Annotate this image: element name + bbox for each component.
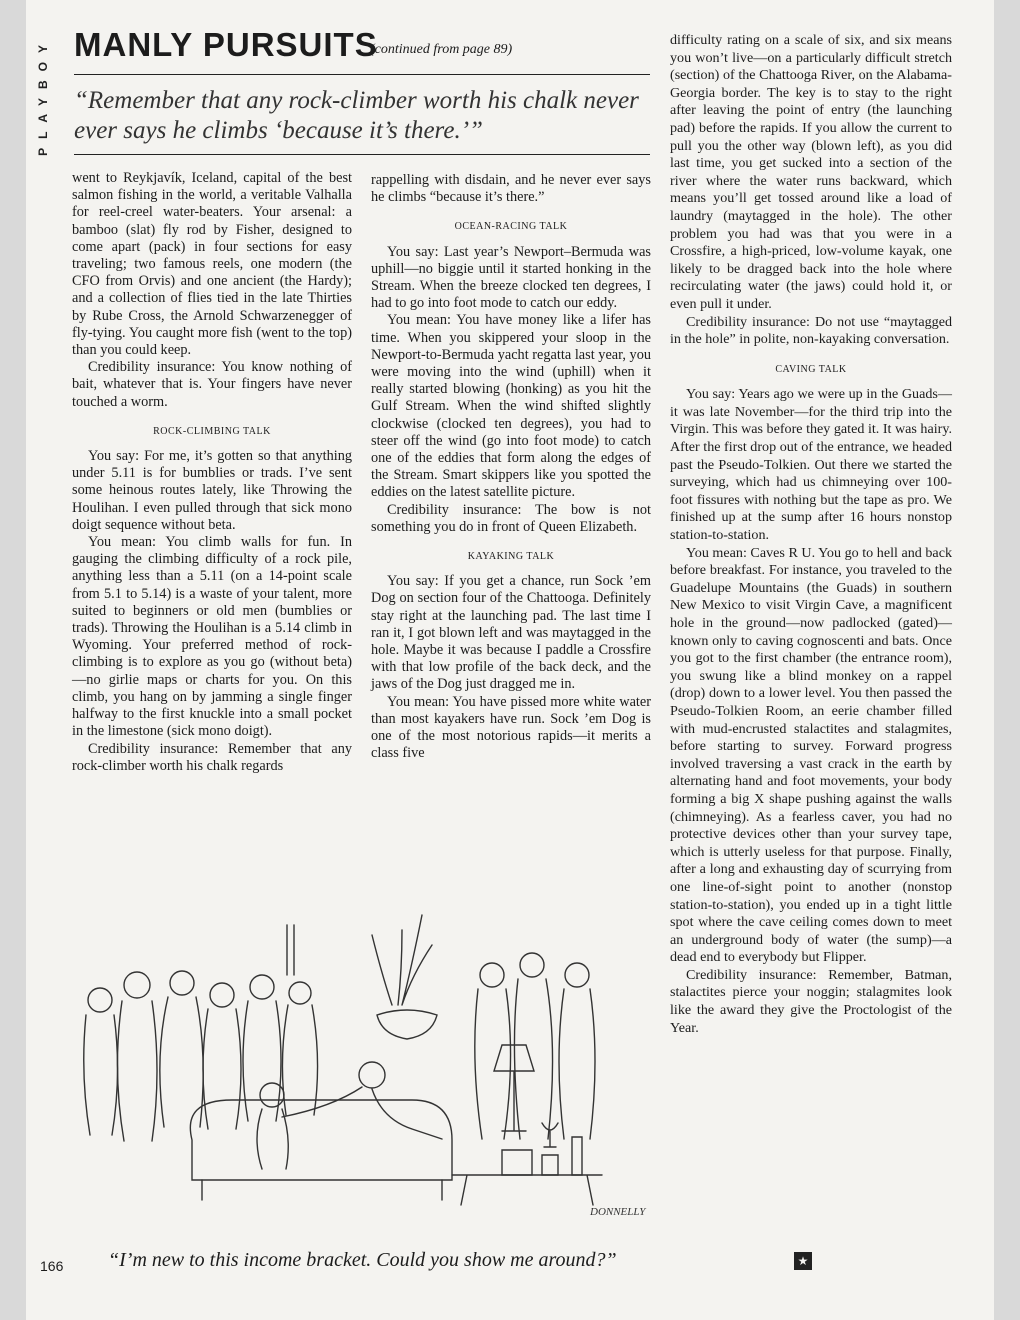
paragraph: difficulty rating on a scale of six, and six means you won’t live—on a particularly difficult stretch (section) of the Chattooga River, on the Alabama-Georgia border. The key is to stay to the right after leaving the point of entry (the launching pad) before the rapids. If you allow the current to pull you the other way (blown left), as you did last time, you get sucked into a section of the river where the water runs backward, which means you’ll get tossed around like a load of laundry (maytagged in the hole). The other problem you had was that you were in a Crossfire, a high-priced, low-volume kayak, one likely to be dragged back into the hole where recirculating water (the jaws) could hold it, or even pull it under. <box>670 32 952 312</box>
cartoon-illustration <box>72 905 654 1235</box>
paragraph: Credibility insurance: The bow is not something you do in front of Queen Elizabeth. <box>371 501 651 535</box>
paragraph: You mean: You have money like a lifer has time. When you skippered your sloop in the Newport-to-Bermuda yacht regatta last year, you were moving into the wind (uphill) when it really started blowing (honking) as you hit the Gulf Stream. When the wind shifted slightly clockwise (clocked ten degrees), you had to steer off the wind (go into foot mode) to catch one of the eddies that form along the edges of the Stream. Smart skippers like you spotted the eddies on the latest satellite picture. <box>371 312 651 501</box>
subheading-ocean-racing: OCEAN-RACING TALK <box>454 221 568 233</box>
subheading-kayaking: KAYAKING TALK <box>467 551 555 563</box>
paragraph: You mean: You climb walls for fun. In gauging the climbing difficulty of a rock pile, anything less than a 5.11 (on a 14-point scale from 5.1 to 5.14) is a waste of your talent, more suited to beginners or old men (bumblies or trads). Throwing the Houlihan is a 5.14 climb in Wyoming. Your preferred method of rock-climbing is to explore as you go (without beta)—no girlie maps or charts for you. On this climb, you hang on by jamming a single finger halfway to the first knuckle into a small pocket in the limestone (sick mono doigt). <box>72 534 352 740</box>
magazine-spine-label: PLAYBOY <box>36 36 50 156</box>
paragraph: You say: If you get a chance, run Sock ’em Dog on section four of the Chattooga. Definitely stay right at the launching pad. The last time I ran it, I got blown left and was maytagged in the hole. Maybe it was because I paddle a Crossfire with that low profile of the back deck, and the jaws of the Dog just dragged me in. <box>371 573 651 693</box>
header-rule-top <box>74 74 650 75</box>
paragraph: You say: Last year’s Newport–Bermuda was uphill—no biggie until it started honking in the Stream. When the breeze clocked ten degrees, I had to go into foot mode to catch our eddy. <box>371 243 651 312</box>
bunny-icon: ★ <box>794 1252 812 1270</box>
article-column-3 <box>670 32 952 1037</box>
paragraph: went to Reykjavík, Iceland, capital of the best salmon fishing in the world, a veritable Valhalla for reel-creel water-beaters. Your arsenal: a bamboo (slat) fly rod by Fisher, designed to come apart (pack) in four sections for easy traveling; two famous reels, one modern (the CFO from Orvis) and one ancient (the Hardy); and a collection of flies tied in the late Thirties by Rube Cross, the Arnold Schwarzenegger of fly-tying. You caught more fish (went to the top) than you could keep. <box>72 170 352 359</box>
pull-quote: “Remember that any rock-climber worth his chalk never ever says he climbs ‘because it’s there.’” <box>74 87 639 144</box>
paragraph: You mean: You have pissed more white water than most kayakers have run. Sock ’em Dog is one of the most notorious rapids—it merits a class five <box>371 693 651 762</box>
page-number: 166 <box>40 1258 64 1274</box>
paragraph: You say: For me, it’s gotten so that anything under 5.11 is for bumblies or trads. I’ve sent some heinous routes lately, like Throwing the Houlihan. I even pulled through that sick mono doigt sequence without beta. <box>72 448 352 533</box>
cartoon-caption: “I’m new to this income bracket. Could you show me around?” <box>108 1249 617 1271</box>
cartoonist-signature: DONNELLY <box>590 1206 646 1218</box>
paragraph: Credibility insurance: You know nothing of bait, whatever that is. Your fingers have never touched a worm. <box>72 359 352 410</box>
paragraph: rappelling with disdain, and he never ever says he climbs “because it’s there.” <box>371 172 651 206</box>
continued-note: (continued from page 89) <box>370 42 513 57</box>
paragraph: Credibility insurance: Remember that any rock-climber worth his chalk regards <box>72 740 352 774</box>
paragraph: Credibility insurance: Do not use “maytagged in the hole” in polite, non-kayaking conversation. <box>670 313 952 348</box>
subheading-rock-climbing: ROCK-CLIMBING TALK <box>153 425 271 437</box>
paragraph: You mean: Caves R U. You go to hell and back before breakfast. For instance, you traveled to the Guadelupe Mountains (the Guads) in southern New Mexico to visit Virgin Cave, a magnificent hole in the ground—now padlocked (gated)—known only to caving cognoscenti and bats. Once you got to the first chamber (the entrance room), you swung like a blind monkey on a rappel (drop) down to a lower level. You then passed the Pseudo-Tolkien Room, an eerie chamber filled with mud-encrusted stalactites and stalagmites, before starting to survey. Forward progress involved traversing a vast crack in the earth by alternating hand and foot movements, your body forming a big X shape pushing against the walls (chimneying). As a fearless caver, you had no protective devices other than your survey tape, which is utterly useless for that purpose. Finally, after a long and exhausting day of scurrying from one line-of-sight point to another (nonstop station-to-station), you ended up in a tight little spot where the cave ceiling comes down to meet an underground body of water (the sump)—a dead end to everybody but Flipper. <box>670 544 952 966</box>
subheading-caving: CAVING TALK <box>775 363 847 375</box>
paragraph: Credibility insurance: Remember, Batman, stalactites pierce your noggin; stalagmites look like the award they give the Proctologist of the Year. <box>670 966 952 1036</box>
article-column-1 <box>72 170 352 775</box>
article-column-2 <box>371 172 651 763</box>
paragraph: You say: Years ago we were up in the Guads—it was late November—for the third trip into the Virgin. This was before they gated it. It was hairy. After the first drop out of the entrance, we headed past the Pseudo-Tolkien. Out there we started the surveying, which had us chimneying over 100-foot fissures with nothing but the tape as pro. We finished up at the sump after 16 hours nonstop station-to-station. <box>670 386 952 544</box>
section-title: MANLY PURSUITS <box>74 26 378 63</box>
header-rule-bottom <box>74 154 650 155</box>
